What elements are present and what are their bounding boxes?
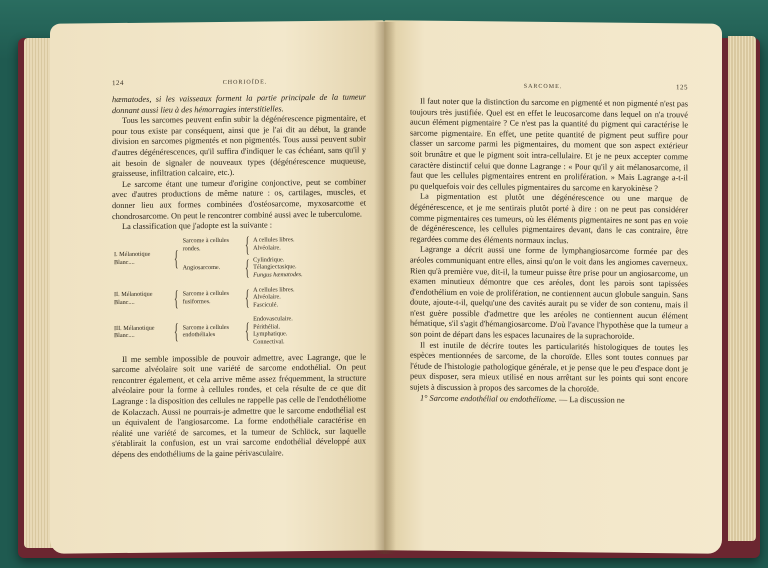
- class-number: I.: [114, 251, 118, 259]
- page-block-right: [728, 36, 756, 541]
- section-text: — La discussion ne: [556, 394, 625, 405]
- class-item: Télangiectasique.: [253, 263, 297, 271]
- class-type: Mélanotique Blanc....: [114, 290, 153, 306]
- class-item: Alvéolaire.: [253, 244, 281, 252]
- class-type: Mélanotique Blanc....: [114, 250, 151, 266]
- class-item: Périthélial.: [253, 323, 281, 331]
- class-type: Mélanotique Blanc....: [114, 324, 155, 340]
- class-item: Fungus hæmatodes.: [253, 271, 303, 279]
- class-number: III.: [114, 324, 122, 332]
- class-item: A cellules libres.: [253, 236, 295, 244]
- left-page-number: 124: [112, 78, 124, 88]
- class-item: A cellules libres.: [253, 285, 295, 294]
- right-running-head: [410, 81, 688, 92]
- section-heading: 1° Sarcome endothélial ou endothéliome.: [420, 393, 557, 404]
- right-paragraph: Il faut noter que la distinction du sarcome en pigmenté et non pigmenté n'est pas toujours très justifiée. Quel est en effet le leucosarcome dans lequel on n'a trouvé aucun élément pigmentaire ? Ce n'est pas la quantité du pigment qui caractérise le sarcome pigmentaire. En effet, une petite quantité de pigment peut suffire pour classer un sarcome parmi les pigmentaires, du moment que son aspect extérieur soit brunâtre et que le pigment soit intra-cellulaire. Et je ne peux accepter comme caractère distinctif celui que donne Lagrange : « Pour qu'il y ait mélanosarcome, il faut que les cellules pigmentaires entrent en prolifération. » Mais Lagrange a-t-il pu quelquefois voir des cellules pigmentaires du sarcome en karyokinèse ?: [410, 96, 688, 193]
- class-item: Cylindrique.: [253, 256, 285, 264]
- left-paragraph: Tous les sarcomes peuvent enfin subir la dégénérescence pigmentaire, et pour tous existe par conséquent, ainsi que je l'ai dit au début, la grande division en sarcomes pigmentés et non pigmentés. Tous aussi peuvent subir d'autres dégénérescences, qu'il suffira d'indiquer le cas échéant, sans qu'il y ait besoin de signaler de nouveaux types (dégénérescence muqueuse, graisseuse, infiltration calcaire, etc.).: [112, 113, 366, 179]
- right-last-line: [410, 393, 688, 407]
- classification-row: [114, 285, 366, 310]
- brace: {: [244, 231, 250, 257]
- class-item: Fasciculé.: [253, 301, 279, 309]
- classification-row: [114, 231, 366, 280]
- brace: {: [244, 284, 250, 310]
- class-group: Sarcome à cellules rondes.: [182, 236, 229, 253]
- brace: {: [244, 318, 250, 344]
- left-paragraph: Le sarcome étant une tumeur d'origine conjonctive, peut se combiner avec d'autres productions de même nature : os, cartilages, muscles, et donner lieu aux formes combinées d'ostéosarcome, myxosarcome et chondrosarcome. On peut le rencontrer combiné aussi avec le tuberculome.: [112, 177, 366, 221]
- right-paragraph: Il est inutile de décrire toutes les particularités histologiques de toutes les espèces mentionnées de sarcome, de la choroïde. Elles sont toutes connues par l'étude de l'histologie pathologique générale, et je pense que le peu d'espace dont je peux disposer, sera mieux utilisé en nous arrêtant sur les points qui sont encore sujets à discussion à propos des sarcomes de la choroïde.: [410, 340, 688, 394]
- right-paragraph: Lagrange a décrit aussi une forme de lymphangiosarcome formée par des aréoles communiquant entre elles, ainsi qu'on le voit dans les angiomes caverneux. Rien qu'à première vue, dit-il, la tumeur puisse être prise pour un angiosarcome, un examen minutieux démontre que ces aréoles, dont les parois sont tapissées d'endothélium en voie de prolifération, ne contiennent aucun globule sanguin. Sans doute, ajoute-t-il, quelqu'une des cavités aurait pu se vider de son contenu, mais il n'est guère possible d'admettre que les aréoles ne contiennent aucun élément hématique, s'il s'agit d'hémangiosarcome. D'où l'avance l'hypothèse que la tumeur a son point de départ dans les espaces lacunaires de la suprachoroïde.: [410, 244, 688, 341]
- left-page-title: CHORIOÏDE.: [222, 79, 268, 86]
- brace: {: [173, 318, 179, 344]
- class-item: Alvéolaire.: [253, 293, 281, 301]
- class-number: II.: [114, 291, 120, 299]
- class-group: Angiosarcome.: [182, 264, 221, 272]
- brace: {: [173, 285, 179, 311]
- right-page-number: 125: [675, 83, 688, 92]
- class-group: Sarcome à cellules fusiformes.: [182, 290, 229, 306]
- brace: {: [244, 254, 250, 280]
- classification-table: [114, 231, 366, 348]
- classification-row: [114, 315, 366, 348]
- left-paragraph: La classification que j'adopte est la suivante :: [122, 220, 273, 232]
- right-paragraph: La pigmentation est plutôt une dégénérescence ou une marque de dégénérescence, et je me sentirais plutôt porté à dire : on ne peut pas considérer comme pigmentaires ces tumeurs, où les éléments pigmentaires ne sont pas en voie de dégénérescence, les cellules pigmentaires devant, dans le cas contraire, être regardées comme des éléments normaux inclus.: [410, 191, 688, 245]
- right-page-title: SARCOME.: [523, 83, 563, 91]
- open-book: [14, 16, 764, 564]
- class-item: Lymphatique.: [253, 330, 288, 339]
- left-running-head: [112, 76, 366, 87]
- right-page: [384, 20, 722, 554]
- left-paragraph: Il me semble impossible de pouvoir admettre, avec Lagrange, que le sarcome alvéolaire soit une variété de sarcome endothélial. On peut rencontrer également, et cela arrive même assez fréquemment, la structure alvéolaire pour la forme à cellules rondes, et cela résulte de ce que dit Lagrange : la disposition des cellules ne rappelle pas celle de l'endothéliome de Kolaczach. Aussi ne pourrais-je admettre que le sarcome endothélial est un équivalent de l'angiosarcome. La forme endothéliale caractérise en réalité une variété de sarcomes, et la tumeur de Schlöck, sur laquelle s'établirait la confusion, est un vrai sarcome endothélial développé aux dépens des endothéliums de la gaine périvasculaire.: [112, 352, 366, 460]
- left-page: [50, 20, 384, 553]
- left-paragraph: hæmatodes, si les vaisseaux forment la partie principale de la tumeur donnant aussi lieu à des hémorragies interstitielles.: [112, 92, 366, 115]
- class-item: Connectival.: [253, 338, 285, 346]
- class-group: Sarcome à cellules endothéliales: [182, 323, 229, 339]
- class-item: Endovasculaire.: [253, 315, 293, 323]
- brace: {: [173, 245, 179, 271]
